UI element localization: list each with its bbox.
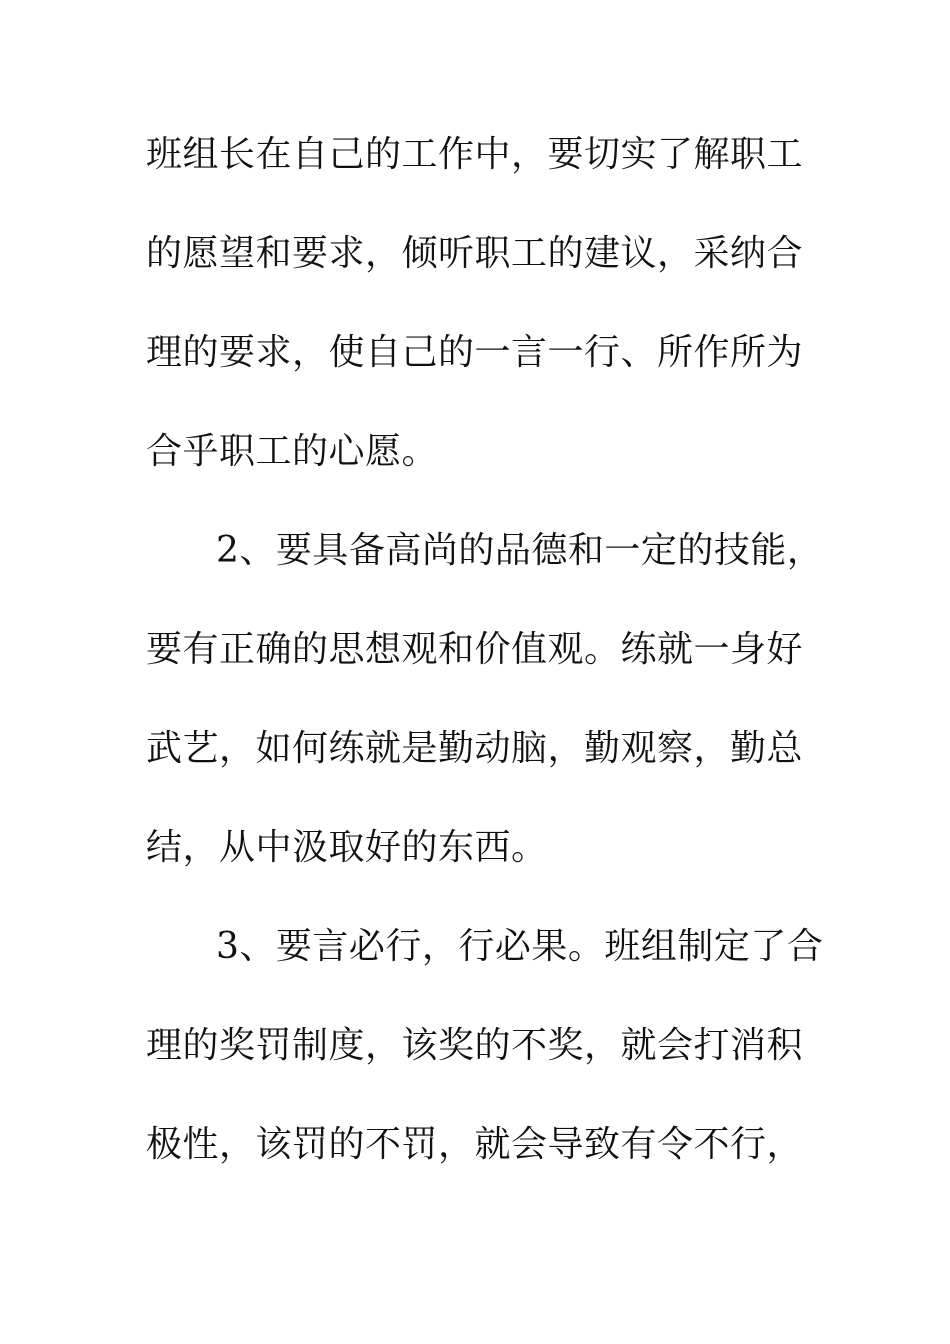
text-line: 的愿望和要求，倾听职工的建议，采纳合 [146, 233, 804, 274]
text-line: 极性，该罚的不罚，就会导致有令不行， [146, 1124, 804, 1165]
text-line: 要有正确的思想观和价值观。练就一身好 [146, 629, 804, 670]
paragraph-2-first-line: 2、要具备高尚的品德和一定的技能， [216, 530, 824, 571]
text-line: 武艺，如何练就是勤动脑，勤观察，勤总 [146, 728, 804, 769]
paragraph-3-first-line: 3、要言必行，行必果。班组制定了合 [216, 926, 824, 967]
text-line: 班组长在自己的工作中，要切实了解职工 [146, 134, 804, 175]
text-line: 结，从中汲取好的东西。 [146, 827, 548, 868]
text-line: 理的要求，使自己的一言一行、所作所为 [146, 332, 804, 373]
text-line: 理的奖罚制度，该奖的不奖，就会打消积 [146, 1025, 804, 1066]
text-line: 合乎职工的心愿。 [146, 431, 439, 472]
